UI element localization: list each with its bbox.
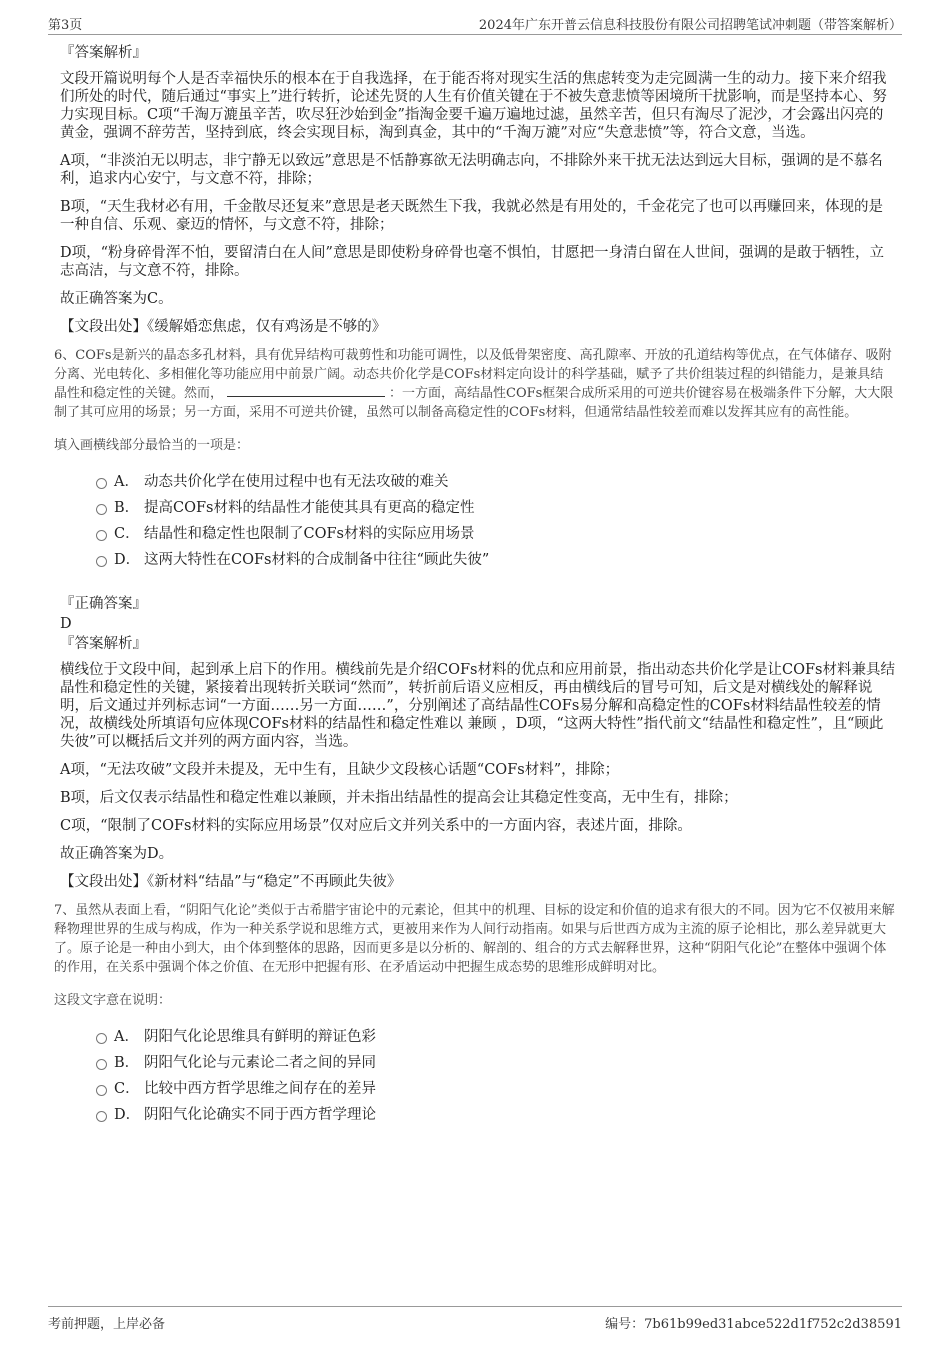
radio-icon[interactable] [96,1085,107,1096]
option-d[interactable]: D． 阴阳气化论确实不同于西方哲学理论 [56,1102,896,1128]
radio-icon[interactable] [96,504,107,515]
radio-icon[interactable] [96,530,107,541]
analysis-paragraph: B项，后文仅表示结晶性和稳定性难以兼顾，并未指出结晶性的提高会让其稳定性变高，无中生有，排除； [60,790,738,806]
source-citation: 【文段出处】《缓解婚恋焦虑，仅有鸡汤是不够的》 [60,319,387,335]
analysis-paragraph: D项，“粉身碎骨浑不怕，要留清白在人间”意思是即使粉身碎骨也毫不惧怕，甘愿把一身清白留在人世间，强调的是敢于牺牲，立志高洁，与文意不符，排除。 [60,245,884,279]
option-a[interactable]: A． 阴阳气化论思维具有鲜明的辩证色彩 [56,1024,896,1050]
source-citation: 【文段出处】《新材料“结晶”与“稳定”不再顾此失彼》 [60,874,402,890]
option-a[interactable]: A． 动态共价化学在使用过程中也有无法攻破的难关 [56,469,896,495]
radio-icon[interactable] [96,478,107,489]
stem-after-blank: ：一方面，高结晶性COFs框架合成所采用的可逆共价键容易在极端条件下分解，大大限制了其可应用的场景；另一方面，采用不可逆共价键，虽然可以制备高稳定性的COFs材料，但通常结晶性较差而难以发挥其应有的高性能。 [54,386,894,420]
option-b[interactable]: B． 阴阳气化论与元素论二者之间的异同 [56,1050,896,1076]
option-d[interactable]: D． 这两大特性在COFs材料的合成制备中往往“顾此失彼” [56,547,896,573]
page-footer [48,1306,902,1333]
fill-blank [227,384,385,397]
option-c[interactable]: C． 结晶性和稳定性也限制了COFs材料的实际应用场景 [56,521,896,547]
correct-answer: D [60,616,72,632]
analysis-conclusion: 故正确答案为D。 [60,846,174,862]
question-7-options [56,1024,896,1128]
correct-answer-label: 『正确答案』 [60,596,147,612]
analysis-label: 『答案解析』 [60,636,147,652]
analysis-paragraph: A项，“无法攻破”文段并未提及，无中生有，且缺少文段核心话题“COFs材料”，排除； [60,762,620,778]
stem-before-blank: 6、COFs是新兴的晶态多孔材料，具有优异结构可裁剪性和功能可调性，以及低骨架密度、高孔隙率、开放的孔道结构等优点，在气体储存、吸附分离、光电转化、多相催化等功能应用中前景广阔。动态共价化学是COFs材料定向设计的科学基础，赋予了共价组装过程的纠错能力，是兼具结晶性和稳定性的关键。然而， [54,348,892,401]
analysis-paragraph: 横线位于文段中间，起到承上启下的作用。横线前先是介绍COFs材料的优点和应用前景，指出动态共价化学是让COFs材料兼具结晶性和稳定性的关键，紧接着出现转折关联词“然而”，转折前后语义应相反，再由横线后的冒号可知，后文是对横线处的解释说明，后文通过并列标志词“一方面……另一方面……”，分别阐述了高结晶性COFs易分解和高稳定性的COFs材料结晶性较差的情况，故横线处所填语句应体现COFs材料的结晶性和稳定性难以 兼顾 ，D项，“这两大特性”指代前文“结晶性和稳定性”，且“顾此失彼”可以概括后文并列的两方面内容，当选。 [60,662,895,750]
analysis-label: 『答案解析』 [60,45,147,61]
radio-icon[interactable] [96,1059,107,1070]
footer-slogan: 考前押题，上岸必备 [48,1317,166,1332]
document-id: 编号：7b61b99ed31abce522d1f752c2d38591 [605,1317,902,1332]
question-7-stem: 7、虽然从表面上看，“阴阳气化论”类似于古希腊宇宙论中的元素论，但其中的机理、目标的设定和价值的追求有很大的不同。因为它不仅被用来解释物理世界的生成与构成，作为一种关系学说和思维方式，更被用来作为人间行动指南。如果与后世西方成为主流的原子论相比，那么差异就更大了。原子论是一种由小到大，由个体到整体的思路，因而更多是以分析的、解剖的、组合的方式去解释世界，这种“阴阳气化论”在整体中强调个体的作用，在关系中强调个体之价值、在无形中把握有形、在矛盾运动中把握生成态势的思维形成鲜明对比。 [54,903,895,975]
document-title: 2024年广东开普云信息科技股份有限公司招聘笔试冲刺题（带答案解析） [478,18,902,33]
question-6-options [56,469,896,573]
section1-analysis [56,44,896,336]
analysis-paragraph: A项，“非淡泊无以明志，非宁静无以致远”意思是不恬静寡欲无法明确志向，不排除外来干扰无法达到远大目标，强调的是不慕名利，追求内心安宁，与文意不符，排除； [60,153,883,187]
radio-icon[interactable] [96,1111,107,1122]
option-c[interactable]: C． 比较中西方哲学思维之间存在的差异 [56,1076,896,1102]
analysis-paragraph: C项，“限制了COFs材料的实际应用场景”仅对应后文并列关系中的一方面内容，表述片面，排除。 [60,818,692,834]
option-b[interactable]: B． 提高COFs材料的结晶性才能使其具有更高的稳定性 [56,495,896,521]
question-6-prompt: 填入画横线部分最恰当的一项是： [54,438,250,453]
analysis-paragraph: B项，“天生我材必有用，千金散尽还复来”意思是老天既然生下我，我就必然是有用处的，千金花完了也可以再赚回来，体现的是一种自信、乐观、豪迈的情怀，与文意不符，排除； [60,199,883,233]
question-7-prompt: 这段文字意在说明： [54,993,172,1008]
radio-icon[interactable] [96,556,107,567]
page-header [48,14,902,35]
page-number: 第3页 [48,18,83,33]
radio-icon[interactable] [96,1033,107,1044]
analysis-paragraph: 文段开篇说明每个人是否幸福快乐的根本在于自我选择，在于能否将对现实生活的焦虑转变为走完圆满一生的动力。接下来介绍我们所处的时代，随后通过“事实上”进行转折，论述先贤的人生有价值关键在于不被失意悲愤等困境所干扰影响，而是坚持本心、努力实现目标。C项“千淘万漉虽辛苦，吹尽狂沙始到金”指淘金要千遍万遍地过滤，虽然辛苦，但只有淘尽了泥沙，才会露出闪亮的黄金，强调不辞劳苦，坚持到底，终会实现目标，淘到真金，其中的“千淘万漉”对应“失意悲愤”等，符合文意，当选。 [60,71,887,141]
question-6-stem [54,346,896,422]
question-6-answer [56,595,896,891]
page-content [56,44,896,1150]
analysis-conclusion: 故正确答案为C。 [60,291,173,307]
